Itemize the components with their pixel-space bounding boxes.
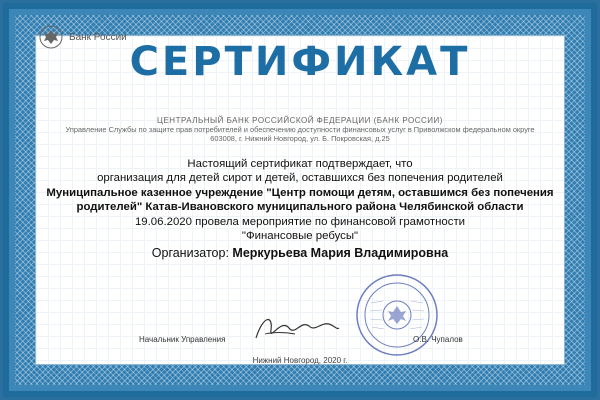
signer-title: Начальник Управления — [139, 335, 226, 344]
signature-icon — [251, 308, 341, 348]
official-stamp-icon — [355, 273, 439, 357]
body-line-2: организация для детей сирот и детей, оставшихся без попечения родителей — [97, 172, 503, 185]
bank-logo-text: Банк России — [69, 31, 127, 43]
body-line-1: Настоящий сертификат подтверждает, что — [187, 158, 413, 170]
issuer-address: 603008, г. Нижний Новгород, ул. Б. Покровская, д.25 — [210, 134, 390, 143]
certificate-title: СЕРТИФИКАТ — [129, 39, 471, 85]
event-line: 19.06.2020 провела мероприятие по финансовой грамотности — [134, 215, 466, 228]
event-name: "Финансовые ребусы" — [241, 230, 359, 243]
signer-name: О.В. Чупалов — [413, 335, 463, 344]
organizer-label: Организатор: — [151, 246, 229, 261]
certificate-body — [43, 157, 557, 261]
issuer-block — [63, 116, 537, 143]
issuer-department: Управление Службы по защите прав потребителей и обеспечению доступности финансовых услуг в Приволжском федеральном округе — [65, 125, 535, 134]
institution-name: Муниципальное казенное учреждение "Центр помощи детям, оставшимся без попечения родителей" Катав-Ивановского муниципального района Челябинской области — [46, 186, 554, 214]
place-date: Нижний Новгород, 2020 г. — [252, 356, 348, 365]
organizer-line — [43, 246, 557, 260]
issuer-org: ЦЕНТРАЛЬНЫЙ БАНК РОССИЙСКОЙ ФЕДЕРАЦИИ (БАНК РОССИИ) — [157, 116, 443, 125]
organizer-name: Меркурьева Мария Владимировна — [232, 246, 449, 261]
